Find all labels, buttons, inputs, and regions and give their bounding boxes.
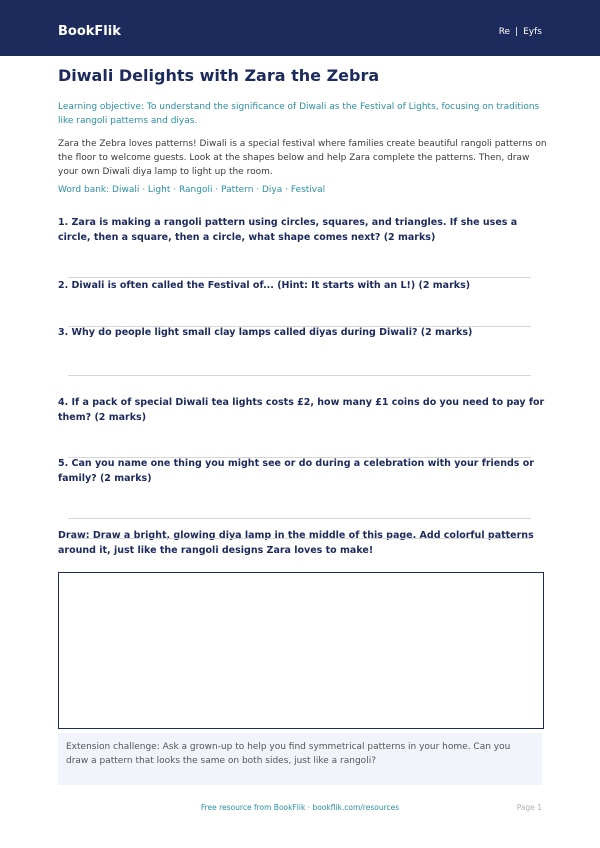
word-bank: Word bank: Diwali · Light · Rangoli · Pattern · Diya · Festival [58,185,326,195]
drawing-area[interactable] [58,572,544,729]
header-bar [0,0,600,56]
draw-prompt: Draw: Draw a bright, glowing diya lamp in the middle of this page. Add colorful patterns around it, just like the rangoli designs Zara loves to make! [58,530,534,556]
question-2: 2. Diwali is often called the Festival of... (Hint: It starts with an L!) (2 marks) [58,280,471,291]
worksheet-title: Diwali Delights with Zara the Zebra [58,66,380,85]
header-separator: | [515,27,519,37]
answer-line-5[interactable] [68,518,531,519]
brand-logo: BookFlik [58,24,121,39]
footer-credit[interactable]: Free resource from BookFlik · bookflik.com/resources [200,803,400,812]
intro-paragraph: Zara the Zebra loves patterns! Diwali is a special festival where families create beautiful rangoli patterns on the floor to welcome guests. Look at the shapes below and help Zara complete the patterns. Then, draw your own Diwali diya lamp to light up the room. [58,139,547,177]
subject-label: Re [498,27,511,37]
level-label: Eyfs [523,27,542,37]
answer-line-3-a[interactable] [68,375,531,376]
extension-challenge: Extension challenge: Ask a grown-up to help you find symmetrical patterns in your home. Can you draw a pattern that looks the same on both sides, just like a rangoli? [58,733,542,785]
question-3: 3. Why do people light small clay lamps called diyas during Diwali? (2 marks) [58,327,473,338]
answer-line-draw [68,538,531,539]
question-4: 4. If a pack of special Diwali tea lights costs £2, how many £1 coins do you need to pay for them? (2 marks) [58,397,545,423]
question-1: 1. Zara is making a rangoli pattern using circles, squares, and triangles. If she uses a circle, then a square, then a circle, what shape comes next? (2 marks) [58,217,518,243]
page-number: Page 1 [516,803,542,812]
learning-objective: Learning objective: To understand the significance of Diwali as the Festival of Lights, focusing on traditions like rangoli patterns and diyas. [58,102,540,126]
question-5: 5. Can you name one thing you might see or do during a celebration with your friends or family? (2 marks) [58,458,534,484]
header-meta [499,27,542,37]
